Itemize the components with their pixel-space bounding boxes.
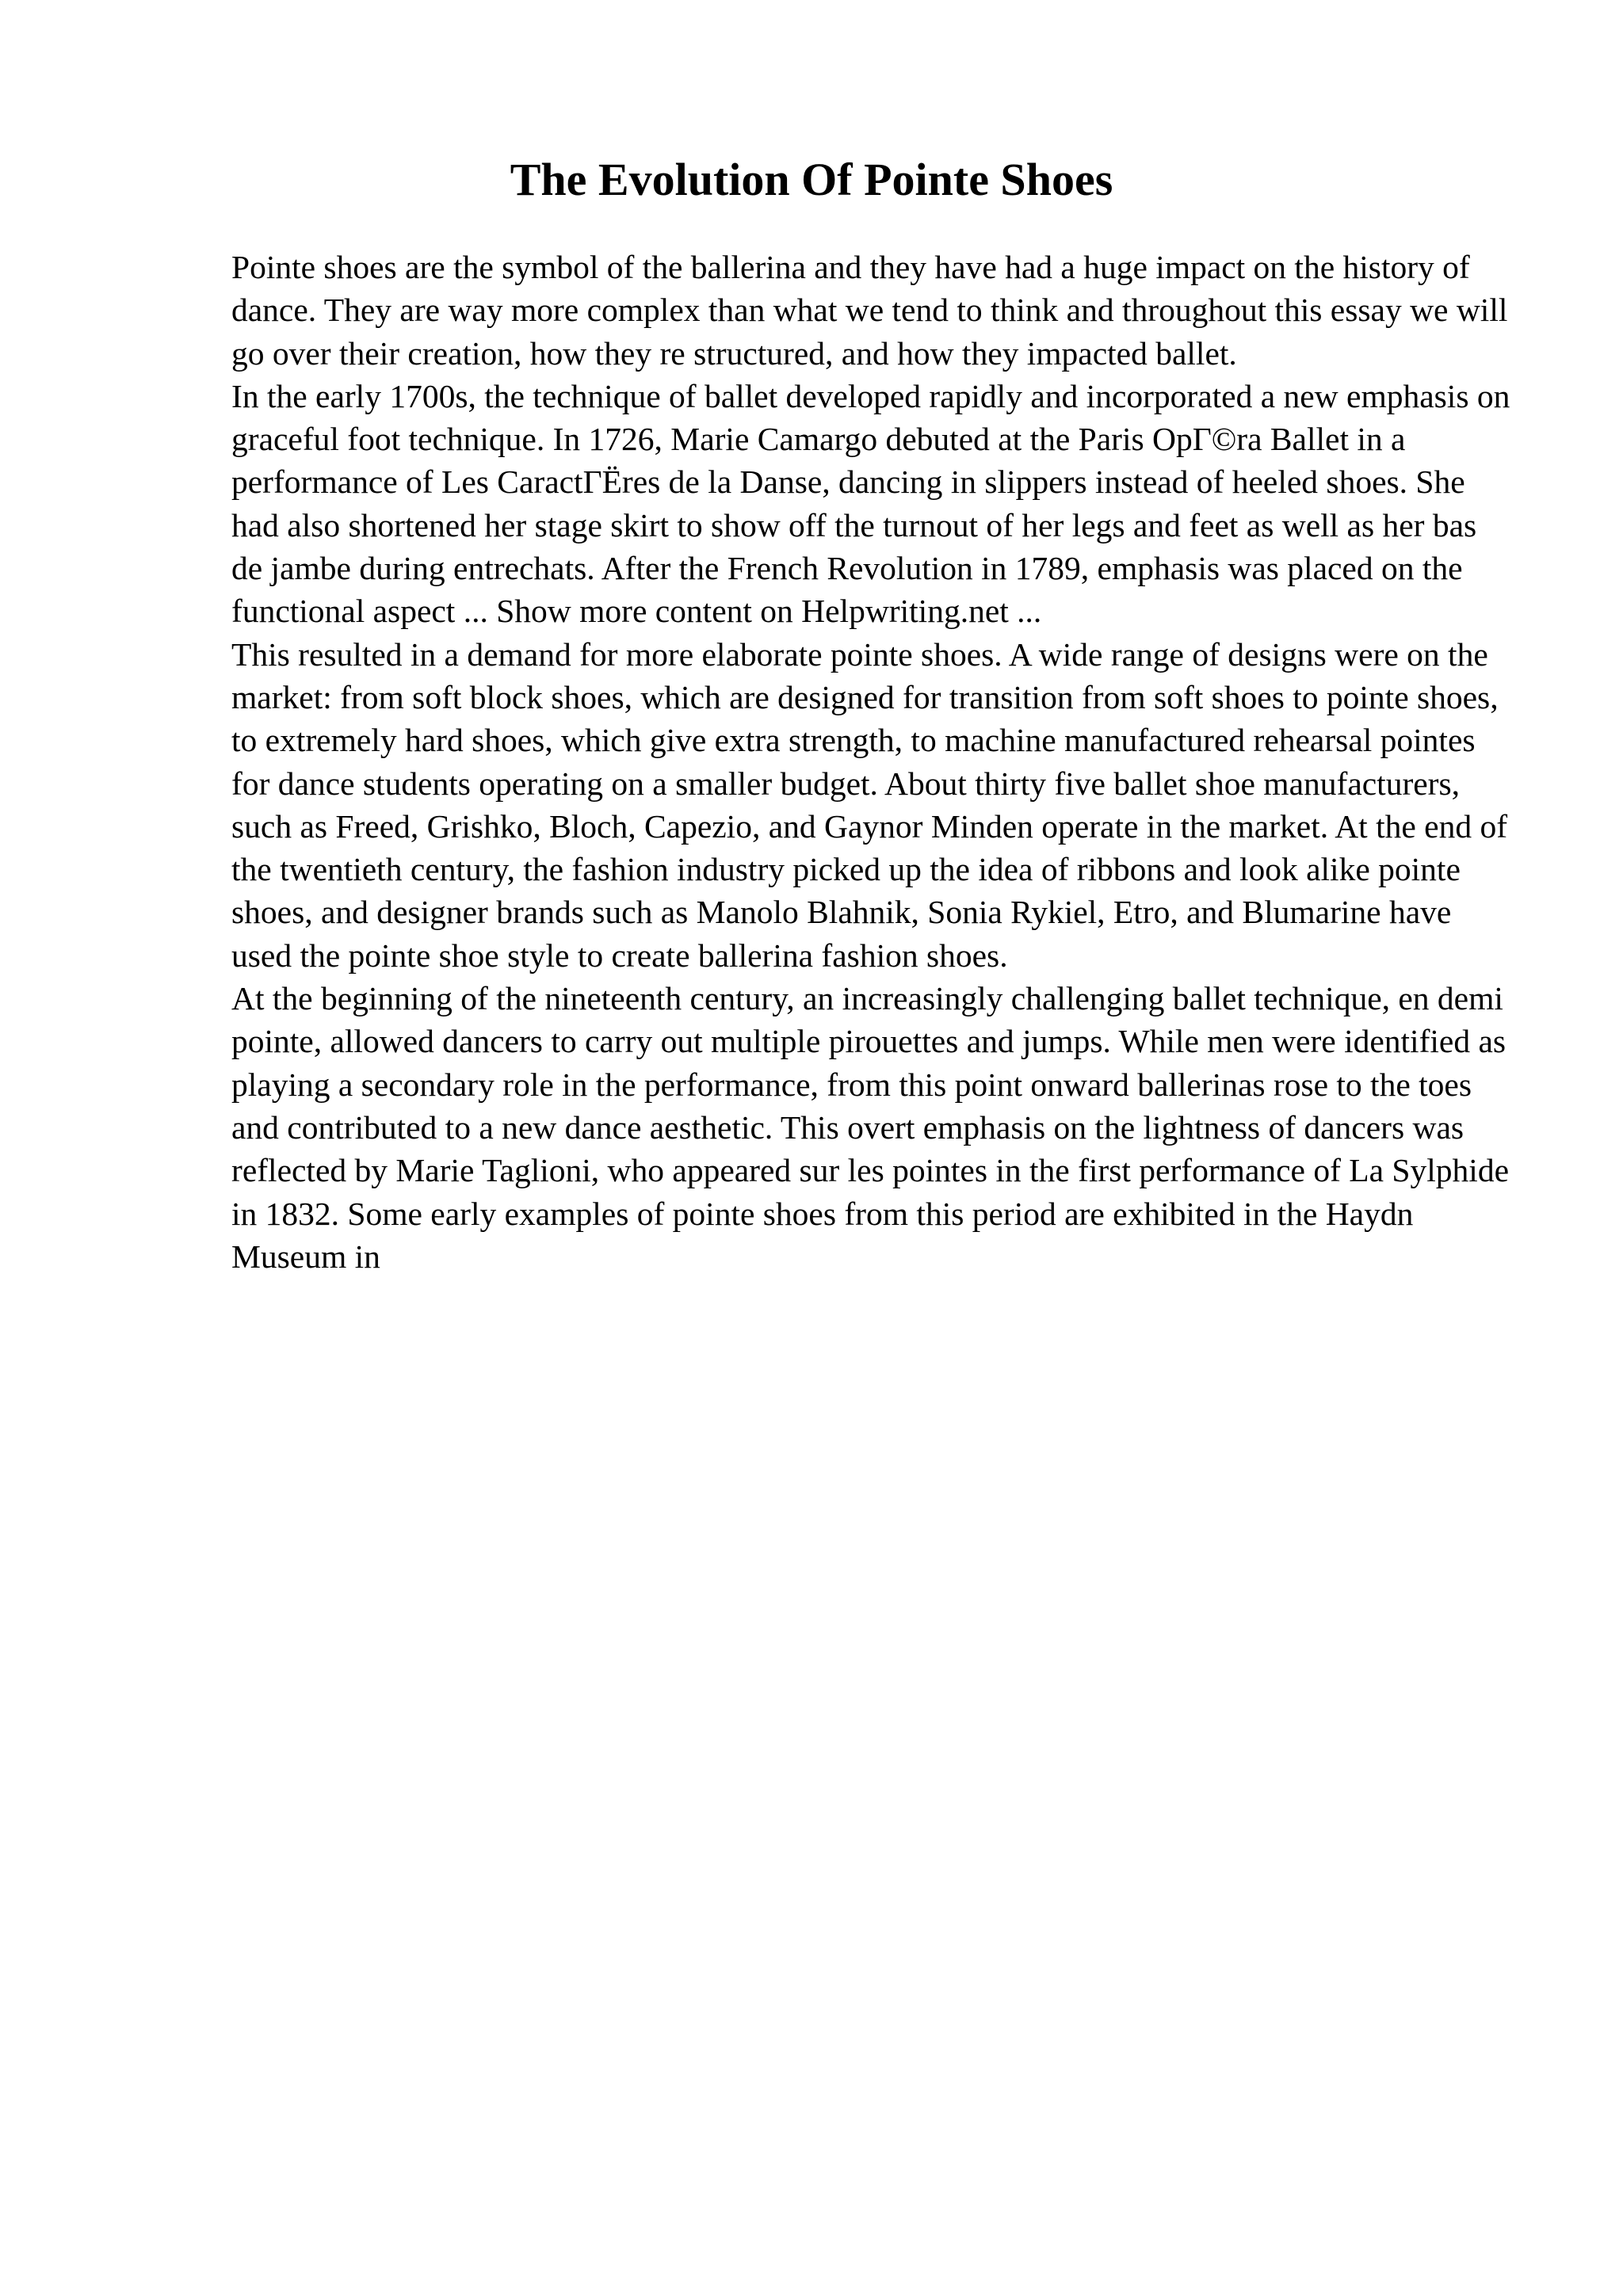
document-body [231, 246, 1515, 1278]
paragraph-nineteenth-century: At the beginning of the nineteenth century, an increasingly challenging ballet technique, en demi pointe, allowed dancers to carry out multiple pirouettes and jumps. While men were identified as playing a secondary role in the performance, from this point onward ballerinas rose to the toes and contributed to a new dance aesthetic. This overt emphasis on the lightness of dancers was reflected by Marie Taglioni, who appeared sur les pointes in the first performance of La Sylphide in 1832. Some early examples of pointe shoes from this period are exhibited in the Haydn Museum in [231, 980, 1509, 1275]
paragraph-market: This resulted in a demand for more elaborate pointe shoes. A wide range of designs were on the market: from soft block shoes, which are designed for transition from soft shoes to pointe shoes, to extremely hard shoes, which give extra strength, to machine manufactured rehearsal pointes for dance students operating on a smaller budget. About thirty five ballet shoe manufacturers, such as Freed, Grishko, Bloch, Capezio, and Gaynor Minden operate in the market. At the end of the twentieth century, the fashion industry picked up the idea of ribbons and look alike pointe shoes, and designer brands such as Manolo Blahnik, Sonia Rykiel, Etro, and Blumarine have used the pointe shoe style to create ballerina fashion shoes. [231, 635, 1508, 974]
page-title: The Evolution Of Pointe Shoes [510, 154, 1113, 205]
paragraph-intro: Pointe shoes are the symbol of the ballerina and they have had a huge impact on the history of dance. They are way more complex than what we tend to think and throughout this essay we will go over their creation, how they re structured, and how they impacted ballet. [231, 249, 1508, 372]
paragraph-history: In the early 1700s, the technique of ballet developed rapidly and incorporated a new emphasis on graceful foot technique. In 1726, Marie Camargo debuted at the Paris OpГ©ra Ballet in a performance of Les CaractГËres de la Danse, dancing in slippers instead of heeled shoes. She had also shortened her stage skirt to show off the turnout of her legs and feet as well as her bas de jambe during entrechats. After the French Revolution in 1789, emphasis was placed on the functional aspect ... Show more content on Helpwriting.net ... [231, 377, 1510, 630]
